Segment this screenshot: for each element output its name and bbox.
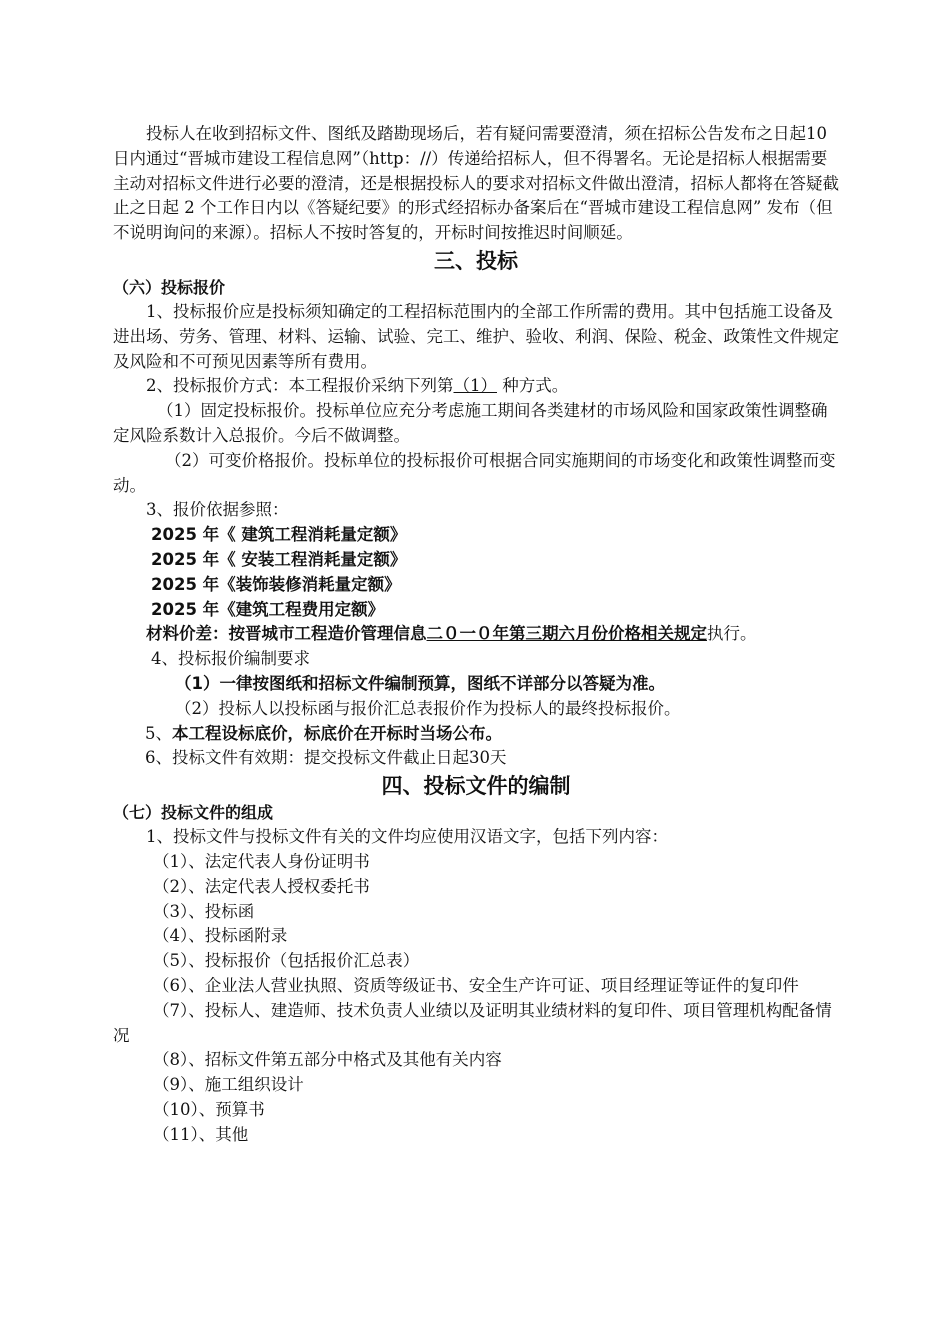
list-item: （9）、施工组织设计	[153, 1075, 304, 1095]
list-item: （10）、预算书	[153, 1099, 265, 1119]
list-item: （4）、投标函附录	[153, 926, 288, 946]
paragraph-price-scope: 1、投标报价应是投标须知确定的工程招标范围内的全部工作所需的费用。其中包括施工设备及进出场、劳务、管理、材料、运输、试验、完工、维护、验收、利润、保险、税金、政策性文件规定及风险和不可预见因素等所有费用。	[113, 301, 839, 371]
requirement-item-1: （1）一律按图纸和招标文件编制预算，图纸不详部分以答疑为准。	[175, 673, 665, 693]
list-item: （1）、法定代表人身份证明书	[153, 851, 370, 871]
list-item: （7）、投标人、建造师、技术负责人业绩以及证明其业绩材料的复印件、项目管理机构配备情况	[113, 1000, 832, 1045]
list-item: （11）、其他	[153, 1124, 249, 1144]
list-item: （6）、企业法人营业执照、资质等级证书、安全生产许可证、项目经理证等证件的复印件	[153, 975, 799, 995]
reference-quota-1: 2025 年《 建筑工程消耗量定额》	[151, 525, 407, 545]
list-item: （2）、法定代表人授权委托书	[153, 876, 370, 896]
paragraph-validity: 6、投标文件有效期：提交投标文件截止日起30天	[145, 748, 507, 768]
section-heading-bidding: 三、投标	[434, 248, 518, 273]
intro-paragraph: 投标人在收到招标文件、图纸及踏勘现场后，若有疑问需要澄清，须在招标公告发布之日起10日内通过“晋城市建设工程信息网”（http：//）传递给招标人，但不得署名。无论是招标人根据需要主动对招标文件进行必要的澄清，还是根据投标人的要求对招标文件做出澄清，招标人都将在答疑截止之日起 2 个工作日内以《答疑纪要》的形式经招标办备案后在“晋城市建设工程信息网” 发布（但不说明询问的来源）。招标人不按时答复的，开标时间按推迟时间顺延。	[113, 124, 839, 243]
paragraph-bid-contents: 1、投标文件与投标文件有关的文件均应使用汉语文字，包括下列内容：	[146, 827, 668, 847]
paragraph-price-method: 2、投标报价方式：本工程报价采纳下列第（1） 种方式。	[146, 376, 569, 396]
reference-quota-2: 2025 年《 安装工程消耗量定额》	[151, 549, 407, 569]
requirement-item-2: （2）投标人以投标函与报价汇总表报价作为投标人的最终投标报价。	[175, 698, 681, 718]
reference-quota-4: 2025 年《建筑工程费用定额》	[151, 599, 385, 619]
reference-quota-3: 2025 年《装饰装修消耗量定额》	[151, 574, 401, 594]
paragraph-base-price: 5、本工程设标底价，标底价在开标时当场公布。	[145, 723, 502, 743]
price-method-choice: （1）	[453, 376, 497, 396]
paragraph-fixed-price: （1）固定投标报价。投标单位应充分考虑施工期间各类建材的市场风险和国家政策性调整确定风险系数计入总报价。今后不做调整。	[113, 401, 828, 445]
material-price-period: 二０一０年第三期六月份价格相关规定	[426, 624, 707, 644]
subsection-bid-composition: （七）投标文件的组成	[113, 803, 274, 823]
list-item: （3）、投标函	[153, 901, 255, 921]
paragraph-price-basis: 3、报价依据参照：	[146, 500, 289, 520]
paragraph-variable-price: （2）可变价格报价。投标单位的投标报价可根据合同实施期间的市场变化和政策性调整而变动。	[113, 450, 836, 495]
section-heading-bid-preparation: 四、投标文件的编制	[381, 774, 571, 799]
paragraph-compilation-requirements: 4、投标报价编制要求	[151, 649, 310, 669]
paragraph-material-price: 材料价差：按晋城市工程造价管理信息二０一０年第三期六月份价格相关规定执行。	[146, 624, 757, 644]
bid-contents-list	[113, 850, 839, 1148]
list-item: （5）、投标报价（包括报价汇总表）	[153, 951, 420, 971]
subsection-bid-price: （六）投标报价	[113, 277, 226, 297]
document-page	[113, 122, 839, 1147]
list-item: （8）、招标文件第五部分中格式及其他有关内容	[153, 1050, 502, 1070]
